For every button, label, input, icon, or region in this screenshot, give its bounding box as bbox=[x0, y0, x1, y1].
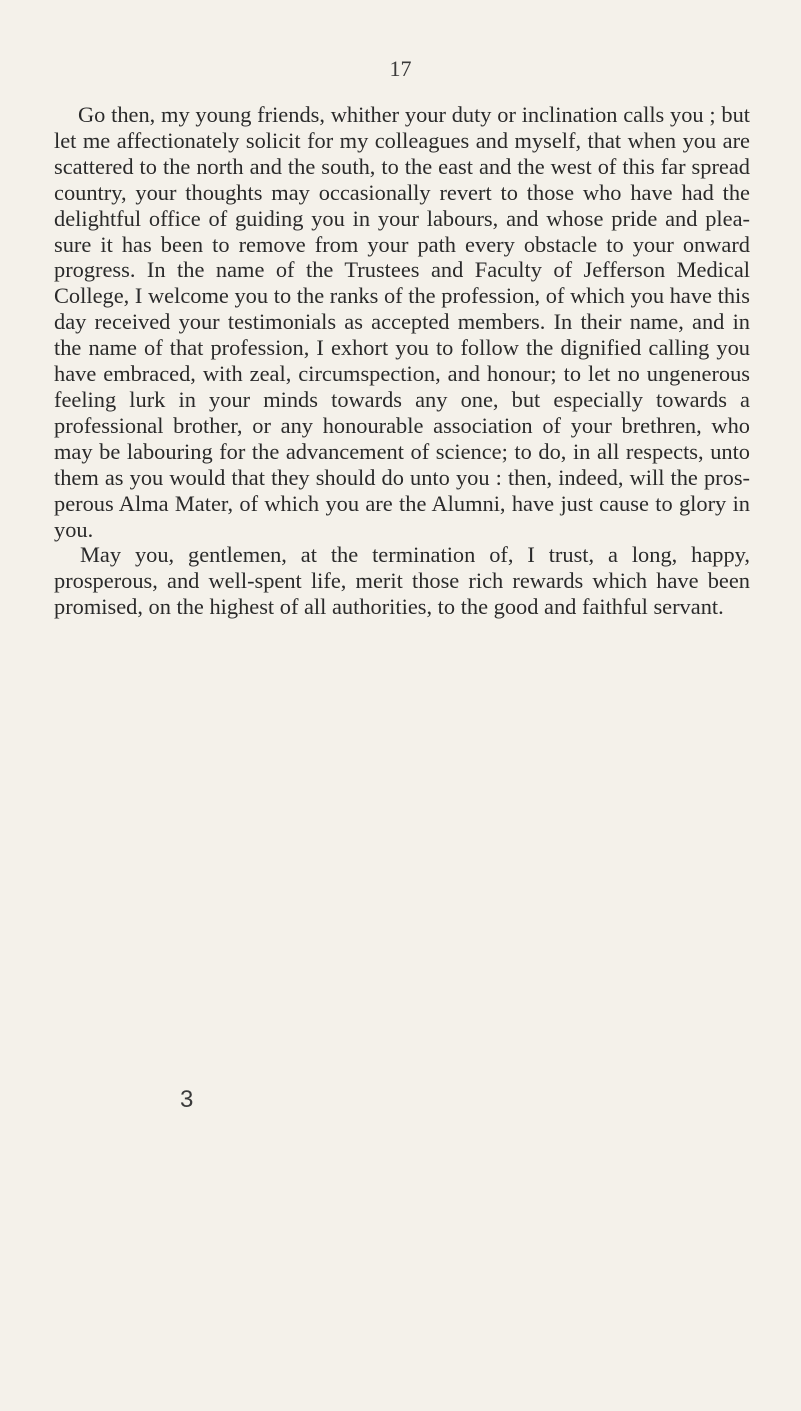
paragraph-1: Go then, my young friends, whither your duty or inclination calls you ; but let me affectionately solicit for my colleagues and myself, that when you are scattered to the north and the south, to the east and the west of this far spread country, your thoughts may occasionally revert to those who have had the delightful office of guiding you in your labours, and whose pride and pleasure it has been to remove from your path every obstacle to your onward progress. In the name of the Trustees and Faculty of Jefferson Medical College, I welcome you to the ranks of the profession, of which you have this day received your testimonials as accepted members. In their name, and in the name of that profession, I exhort you to follow the dignified calling you have embraced, with zeal, circumspection, and honour; to let no ungenerous feeling lurk in your minds towards any one, but especially towards a professional brother, or any honourable association of your brethren, who may be labouring for the advancement of science; to do, in all respects, unto them as you would that they should do unto you : then, indeed, will the prosperous Alma Mater, of which you are the Alumni, have just cause to glory in you. bbox=[54, 102, 750, 542]
body-text bbox=[54, 102, 750, 620]
paragraph-2: May you, gentlemen, at the termination of, I trust, a long, happy, prosperous, and well-spent life, merit those rich rewards which have been promised, on the highest of all authorities, to the good and faithful servant. bbox=[54, 542, 750, 620]
page-number: 17 bbox=[389, 56, 412, 81]
signature-mark: 3 bbox=[180, 1086, 194, 1113]
